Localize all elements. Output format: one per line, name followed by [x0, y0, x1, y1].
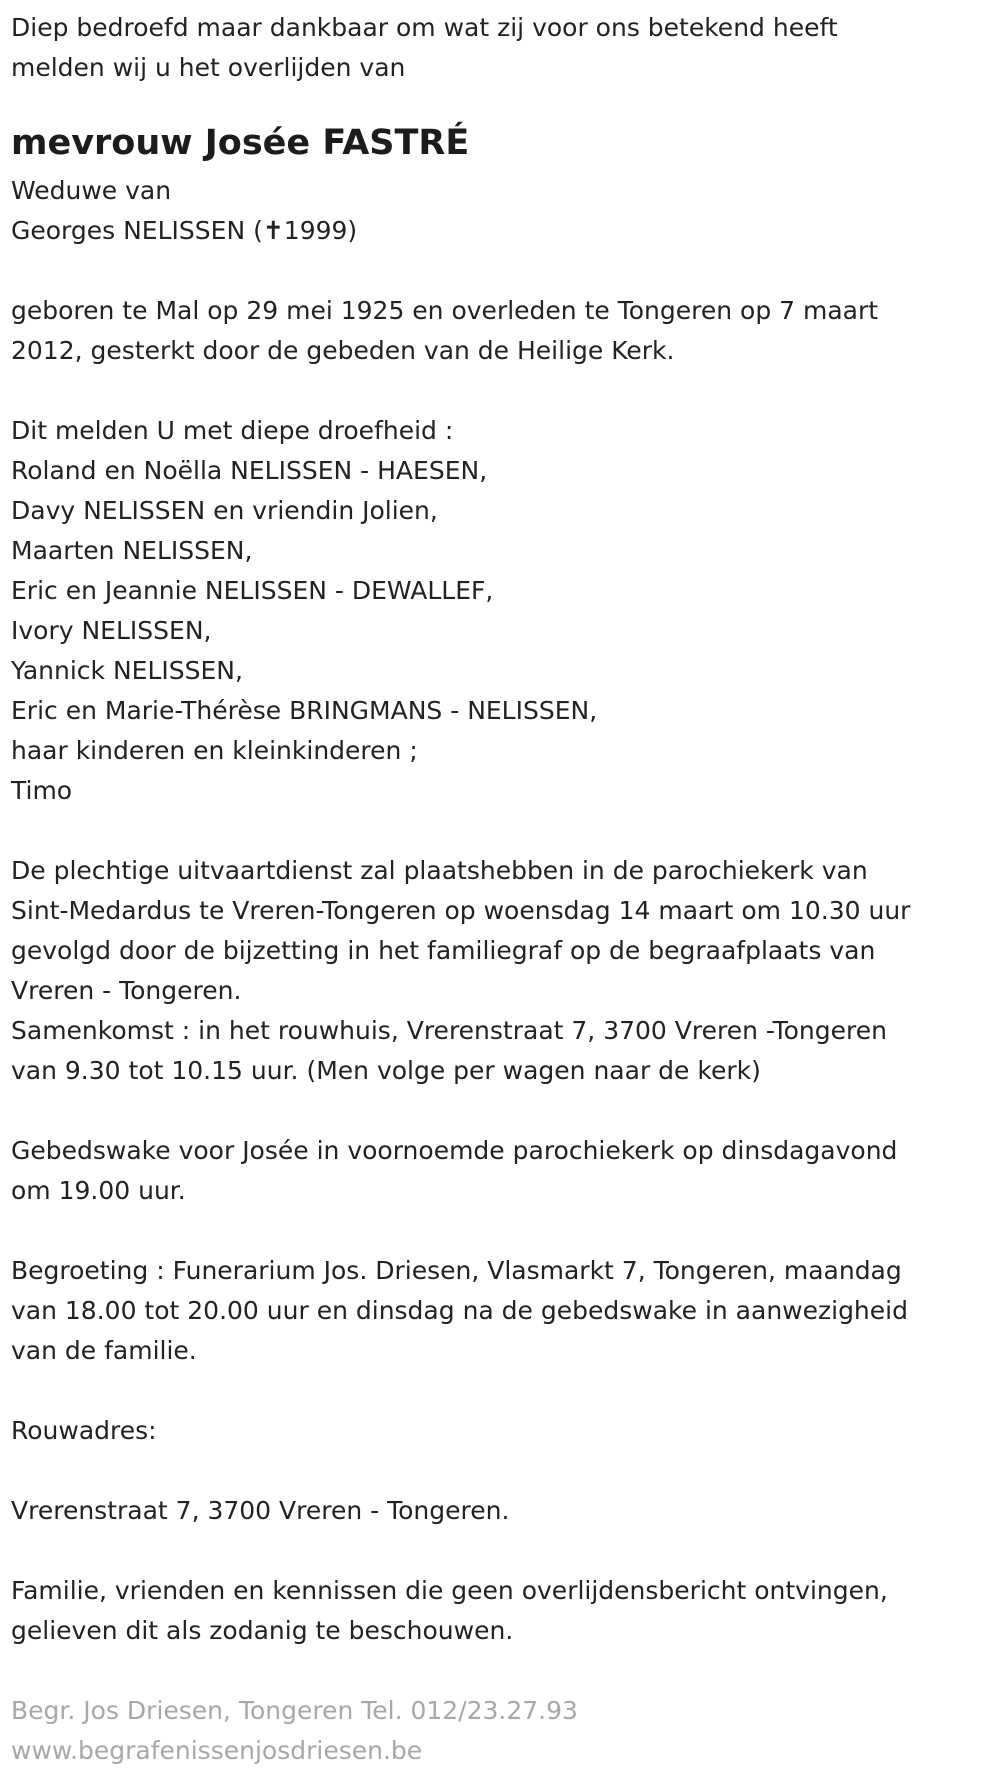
family-line: Roland en Noëlla NELISSEN - HAESEN,: [11, 456, 488, 485]
greeting-line: Begroeting : Funerarium Jos. Driesen, Vlasmarkt 7, Tongeren, maandag: [11, 1256, 902, 1285]
birth-death-line: geboren te Mal op 29 mei 1925 en overleden te Tongeren op 7 maart: [11, 296, 879, 325]
family-line: Dit melden U met diepe droefheid :: [11, 416, 454, 445]
family-line: Maarten NELISSEN,: [11, 536, 253, 565]
closing-line: gelieven dit als zodanig te beschouwen.: [11, 1616, 514, 1645]
birth-death-info: [11, 291, 1000, 371]
intro-line: melden wij u het overlijden van: [11, 53, 406, 82]
family-line: Yannick NELISSEN,: [11, 656, 243, 685]
closing-note: [11, 1571, 1000, 1651]
funeral-line: De plechtige uitvaartdienst zal plaatshebben in de parochiekerk van: [11, 856, 868, 885]
funeral-line: Sint-Medardus te Vreren-Tongeren op woensdag 14 maart om 10.30 uur: [11, 896, 911, 925]
funeral-line: Vreren - Tongeren.: [11, 976, 242, 1005]
address-text: Vrerenstraat 7, 3700 Vreren - Tongeren.: [11, 1496, 510, 1525]
vigil-line: Gebedswake voor Josée in voornoemde parochiekerk op dinsdagavond: [11, 1136, 898, 1165]
birth-death-line: 2012, gesterkt door de gebeden van de Heilige Kerk.: [11, 336, 675, 365]
family-line: Timo: [11, 776, 73, 805]
greeting-info: [11, 1251, 1000, 1371]
funeral-info: [11, 851, 1000, 1091]
address-label: Rouwadres:: [11, 1416, 157, 1445]
funeral-home-footer: [11, 1691, 1000, 1771]
vigil-line: om 19.00 uur.: [11, 1176, 186, 1205]
family-line: Eric en Marie-Thérèse BRINGMANS - NELISSEN,: [11, 696, 598, 725]
spouse-info: [11, 171, 1000, 251]
closing-line: Familie, vrienden en kennissen die geen overlijdensbericht ontvingen,: [11, 1576, 888, 1605]
funeral-line: Samenkomst : in het rouwhuis, Vrerenstraat 7, 3700 Vreren -Tongeren: [11, 1016, 887, 1045]
spouse-line: Weduwe van: [11, 176, 172, 205]
family-line: Eric en Jeannie NELISSEN - DEWALLEF,: [11, 576, 494, 605]
footer-website: www.begrafenissenjosdriesen.be: [11, 1736, 423, 1765]
spouse-line: Georges NELISSEN (✝1999): [11, 216, 358, 245]
family-line: haar kinderen en kleinkinderen ;: [11, 736, 418, 765]
address-label-block: [11, 1411, 1000, 1451]
family-line: Davy NELISSEN en vriendin Jolien,: [11, 496, 438, 525]
deceased-name: mevrouw Josée FASTRÉ: [11, 123, 470, 163]
address-block: [11, 1491, 1000, 1531]
intro-text: [11, 8, 1000, 88]
greeting-line: van de familie.: [11, 1336, 197, 1365]
footer-contact: Begr. Jos Driesen, Tongeren Tel. 012/23.27.93: [11, 1696, 578, 1725]
vigil-info: [11, 1131, 1000, 1211]
funeral-line: van 9.30 tot 10.15 uur. (Men volge per wagen naar de kerk): [11, 1056, 761, 1085]
intro-line: Diep bedroefd maar dankbaar om wat zij voor ons betekend heeft: [11, 13, 838, 42]
greeting-line: van 18.00 tot 20.00 uur en dinsdag na de gebedswake in aanwezigheid: [11, 1296, 908, 1325]
family-list: [11, 411, 1000, 811]
family-line: Ivory NELISSEN,: [11, 616, 212, 645]
funeral-line: gevolgd door de bijzetting in het familiegraf op de begraafplaats van: [11, 936, 876, 965]
